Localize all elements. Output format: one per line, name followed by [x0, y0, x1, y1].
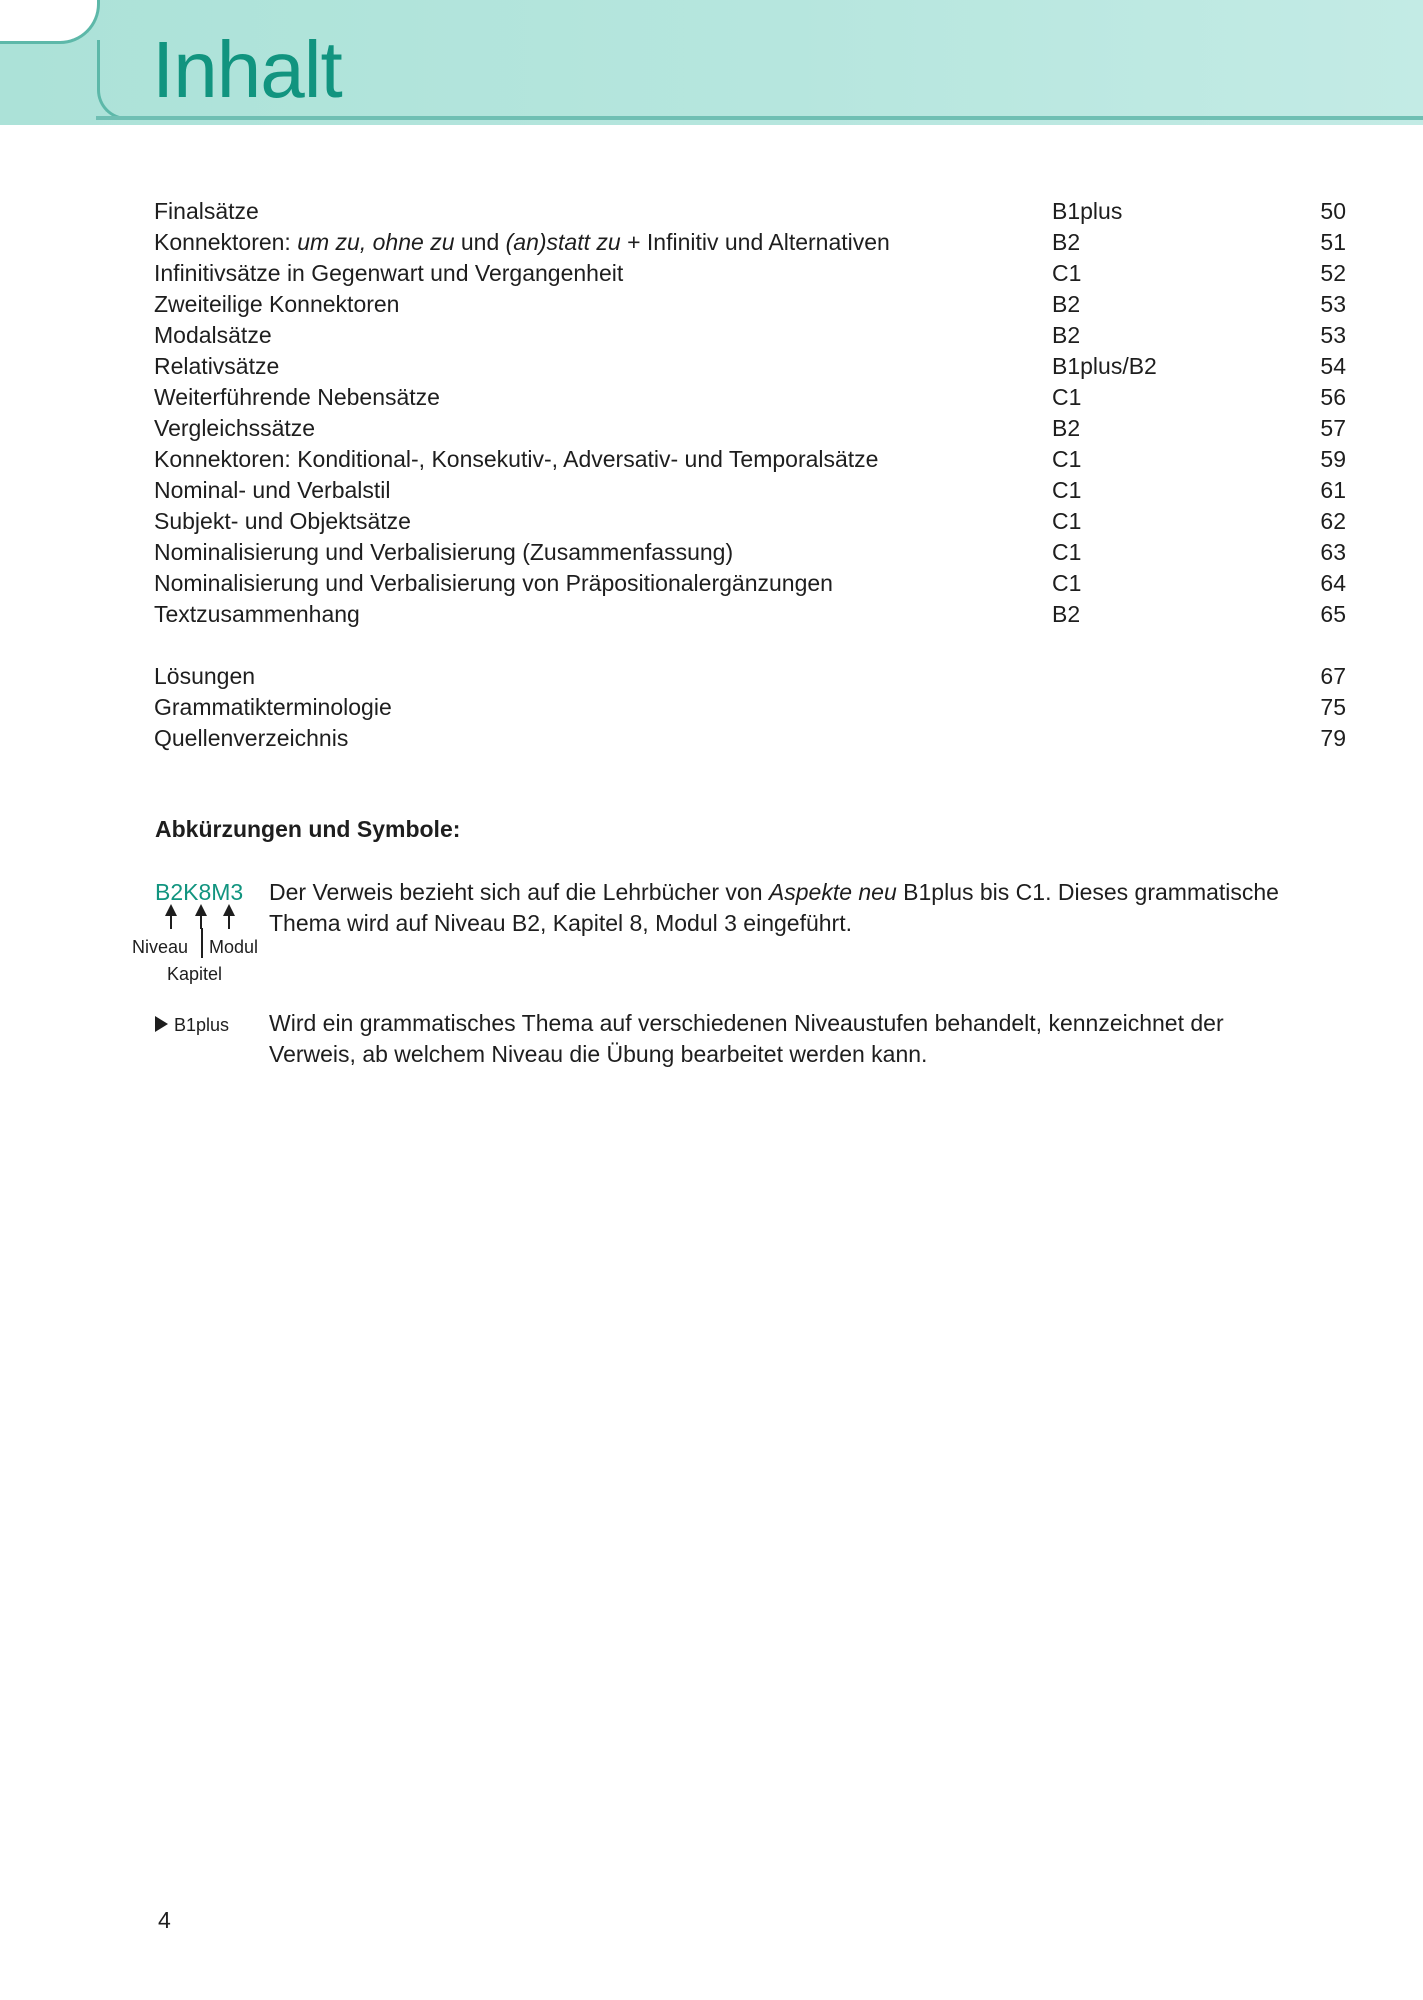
- toc-entry-page: 53: [1320, 322, 1346, 348]
- triangle-right-icon: [155, 1016, 168, 1032]
- toc-entry-page: 52: [1320, 260, 1346, 286]
- toc-entry-level: C1: [1052, 508, 1082, 534]
- toc-entry-title: Quellenverzeichnis: [154, 725, 349, 751]
- toc-entry-page: 53: [1320, 291, 1346, 317]
- toc-entry[interactable]: [154, 227, 1346, 258]
- legend-text-part: Der Verweis bezieht sich auf die Lehrbücher von: [269, 879, 769, 905]
- toc-entry[interactable]: [154, 568, 1346, 599]
- toc-entry-title: Weiterführende Nebensätze: [154, 384, 440, 410]
- legend-modul-label: Modul: [209, 937, 259, 957]
- toc-entry-page: 56: [1320, 384, 1346, 410]
- toc-entry[interactable]: [154, 599, 1346, 630]
- toc-entry-title: Nominal- und Verbalstil: [154, 477, 391, 503]
- arrow-stem: [200, 915, 202, 929]
- toc-entry[interactable]: [154, 382, 1346, 413]
- toc-appendix-entry[interactable]: [154, 692, 1346, 723]
- toc-entry-title: Relativsätze: [154, 353, 280, 379]
- toc-entry-level: C1: [1052, 446, 1082, 472]
- toc-entry-level-empty: [1052, 692, 1282, 723]
- toc-appendix-entry[interactable]: [154, 661, 1346, 692]
- toc-entry[interactable]: [154, 289, 1346, 320]
- legend-code-description: [269, 877, 1309, 939]
- toc-entry-page: 67: [1320, 663, 1346, 689]
- legend-text-italic: Aspekte neu: [768, 879, 897, 905]
- toc-title-italic: um zu, ohne zu: [297, 229, 455, 255]
- legend-text-part: B1plus bis C1. Dieses grammatische Thema wird auf Niveau B2, Kapitel 8, Modul 3 eingeführt.: [269, 879, 1279, 936]
- toc-entry-page: 75: [1320, 694, 1346, 720]
- header-corner-decoration: [97, 40, 137, 120]
- toc-entry[interactable]: [154, 475, 1346, 506]
- toc-entry-title: Vergleichssätze: [154, 415, 316, 441]
- legend-divider: [201, 928, 203, 958]
- legend-heading: Abkürzungen und Symbole:: [155, 816, 461, 842]
- legend-marker-description: Wird ein grammatisches Thema auf verschiedenen Niveaustufen behandelt, kennzeichnet der Verweis, ab welchem Niveau die Übung bearbeitet werden kann.: [269, 1010, 1224, 1067]
- toc-entry-level-empty: [1052, 661, 1282, 692]
- toc-entry-title: Subjekt- und Objektsätze: [154, 508, 411, 534]
- toc-entry-level-empty: [1052, 723, 1282, 754]
- toc-entry-title: Lösungen: [154, 663, 256, 689]
- toc-entry[interactable]: [154, 351, 1346, 382]
- arrow-stem: [228, 915, 230, 929]
- toc-entry[interactable]: [154, 444, 1346, 475]
- toc-entry-level: B1plus: [1052, 198, 1123, 224]
- toc-entry-page: 59: [1320, 446, 1346, 472]
- toc-entry-level: B2: [1052, 415, 1081, 441]
- legend-marker-label: B1plus: [174, 1015, 230, 1035]
- page-title: Inhalt: [152, 25, 342, 114]
- toc-spacer: [154, 630, 1346, 661]
- toc-entry[interactable]: [154, 258, 1346, 289]
- toc-entry-title: Konnektoren: Konditional-, Konsekutiv-, Adversativ- und Temporalsätze: [154, 446, 879, 472]
- toc-entry-level: B2: [1052, 322, 1081, 348]
- toc-entry-page: 50: [1320, 198, 1346, 224]
- toc-title-italic: (an)statt zu: [505, 229, 621, 255]
- toc-entry-level: C1: [1052, 384, 1082, 410]
- toc-entry-level: C1: [1052, 260, 1082, 286]
- toc-entry[interactable]: [154, 506, 1346, 537]
- toc-entry-title: [154, 227, 1052, 258]
- toc-entry-title: Modalsätze: [154, 322, 272, 348]
- toc-entry[interactable]: [154, 320, 1346, 351]
- toc-entry-title: Infinitivsätze in Gegenwart und Vergangenheit: [154, 260, 624, 286]
- table-of-contents: [154, 196, 1346, 754]
- toc-entry-page: 65: [1320, 601, 1346, 627]
- toc-entry-page: 79: [1320, 725, 1346, 751]
- legend-niveau-label: Niveau: [132, 937, 189, 957]
- toc-entry-title: Textzusammenhang: [154, 601, 360, 627]
- toc-entry-page: 61: [1320, 477, 1346, 503]
- toc-entry-page: 62: [1320, 508, 1346, 534]
- toc-entry-level: B2: [1052, 601, 1081, 627]
- toc-entry-page: 51: [1320, 229, 1346, 255]
- toc-entry-page: 64: [1320, 570, 1346, 596]
- toc-entry-title: Finalsätze: [154, 198, 259, 224]
- toc-entry[interactable]: [154, 537, 1346, 568]
- toc-entry[interactable]: [154, 413, 1346, 444]
- toc-entry-page: 54: [1320, 353, 1346, 379]
- legend-code-arrows: [155, 904, 245, 934]
- toc-entry[interactable]: [154, 196, 1346, 227]
- toc-entry-page: 63: [1320, 539, 1346, 565]
- legend-marker: [155, 1010, 229, 1041]
- toc-appendix-entry[interactable]: [154, 723, 1346, 754]
- toc-title-part: + Infinitiv und Alternativen: [620, 229, 890, 255]
- toc-title-part: Konnektoren:: [154, 229, 298, 255]
- toc-entry-level: C1: [1052, 477, 1082, 503]
- toc-entry-page: 57: [1320, 415, 1346, 441]
- toc-entry-level: B1plus/B2: [1052, 353, 1157, 379]
- toc-entry-title: Nominalisierung und Verbalisierung (Zusammenfassung): [154, 539, 734, 565]
- legend-code-label: B2K8M3: [155, 879, 244, 905]
- toc-entry-level: B2: [1052, 291, 1081, 317]
- toc-entry-title: Zweiteilige Konnektoren: [154, 291, 400, 317]
- legend-kapitel-label: Kapitel: [167, 964, 223, 984]
- toc-entry-title: Nominalisierung und Verbalisierung von Präpositionalergänzungen: [154, 570, 833, 596]
- toc-entry-level: C1: [1052, 539, 1082, 565]
- toc-title-part: und: [454, 229, 506, 255]
- arrow-stem: [170, 915, 172, 929]
- toc-entry-title: Grammatikterminologie: [154, 694, 392, 720]
- page-number: 4: [158, 1907, 171, 1933]
- toc-entry-level: B2: [1052, 229, 1081, 255]
- toc-entry-level: C1: [1052, 570, 1082, 596]
